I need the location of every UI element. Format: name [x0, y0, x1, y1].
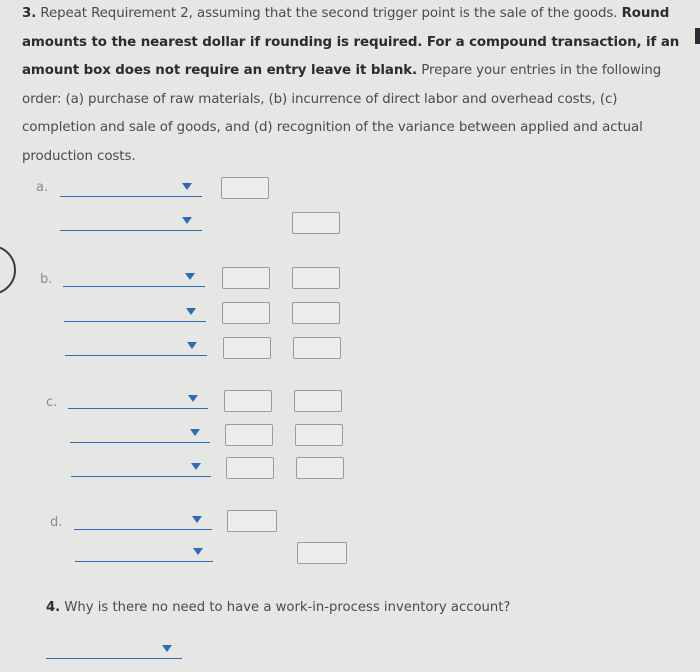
- requirement-3-number: 3.: [22, 6, 37, 21]
- entry-c-debit-1-input[interactable]: [224, 390, 272, 412]
- entry-c-credit-1-input[interactable]: [294, 390, 342, 412]
- entry-d-credit-2-input[interactable]: [297, 542, 347, 564]
- requirement-3-text: [22, 0, 694, 171]
- entry-b-label: b.: [40, 272, 53, 287]
- entry-a-account-1-select[interactable]: [60, 182, 202, 197]
- entry-b-credit-2-input[interactable]: [292, 302, 340, 324]
- entry-a-credit-2-input[interactable]: [292, 212, 340, 234]
- chevron-down-icon: [182, 217, 192, 224]
- chevron-down-icon: [193, 548, 203, 555]
- chevron-down-icon: [191, 463, 201, 470]
- chevron-down-icon: [192, 516, 202, 523]
- chevron-down-icon: [182, 183, 192, 190]
- entry-a-label: a.: [36, 180, 49, 195]
- requirement-3-intro: Repeat Requirement 2, assuming that the second trigger point is the sale of the goods.: [36, 6, 622, 21]
- entry-d-label: d.: [50, 515, 63, 530]
- entry-a-account-2-select[interactable]: [60, 216, 202, 231]
- entry-c-account-1-select[interactable]: [68, 394, 208, 409]
- entry-a-debit-1-input[interactable]: [221, 177, 269, 199]
- entry-c-label: c.: [46, 395, 58, 410]
- entry-b-debit-1-input[interactable]: [222, 267, 270, 289]
- requirement-4-answer-select[interactable]: [46, 644, 182, 659]
- entry-d-account-1-select[interactable]: [74, 515, 212, 530]
- chevron-down-icon: [187, 342, 197, 349]
- chevron-down-icon: [186, 308, 196, 315]
- entry-b-credit-1-input[interactable]: [292, 267, 340, 289]
- chevron-down-icon: [190, 429, 200, 436]
- requirement-4-question: Why is there no need to have a work-in-process inventory account?: [60, 600, 511, 615]
- requirement-3-instructions: Round amounts to the nearest dollar if rounding is required. For a compound transaction, if an amount box does not require an entry leave it blank.: [22, 6, 680, 78]
- entry-d-debit-1-input[interactable]: [227, 510, 277, 532]
- entry-b-debit-3-input[interactable]: [223, 337, 271, 359]
- entry-b-account-3-select[interactable]: [65, 341, 207, 356]
- partial-circle-graphic: [0, 245, 16, 295]
- requirement-3-order: Prepare your entries in the following order: (a) purchase of raw materials, (b) incurrence of direct labor and overhead costs, (c) completion and sale of goods, and (d) recognition of the variance between applied and actual production costs.: [22, 63, 662, 164]
- entry-b-account-1-select[interactable]: [63, 272, 205, 287]
- entry-c-account-3-select[interactable]: [71, 462, 211, 477]
- entry-c-account-2-select[interactable]: [70, 428, 210, 443]
- chevron-down-icon: [188, 395, 198, 402]
- entry-b-account-2-select[interactable]: [64, 307, 206, 322]
- entry-c-debit-2-input[interactable]: [225, 424, 273, 446]
- requirement-4-text: [46, 600, 510, 615]
- chevron-down-icon: [162, 645, 172, 652]
- entry-b-credit-3-input[interactable]: [293, 337, 341, 359]
- entry-b-debit-2-input[interactable]: [222, 302, 270, 324]
- chevron-down-icon: [185, 273, 195, 280]
- edge-marker: [695, 28, 700, 44]
- entry-c-debit-3-input[interactable]: [226, 457, 274, 479]
- entry-c-credit-2-input[interactable]: [295, 424, 343, 446]
- entry-d-account-2-select[interactable]: [75, 547, 213, 562]
- requirement-4-number: 4.: [46, 600, 61, 615]
- entry-c-credit-3-input[interactable]: [296, 457, 344, 479]
